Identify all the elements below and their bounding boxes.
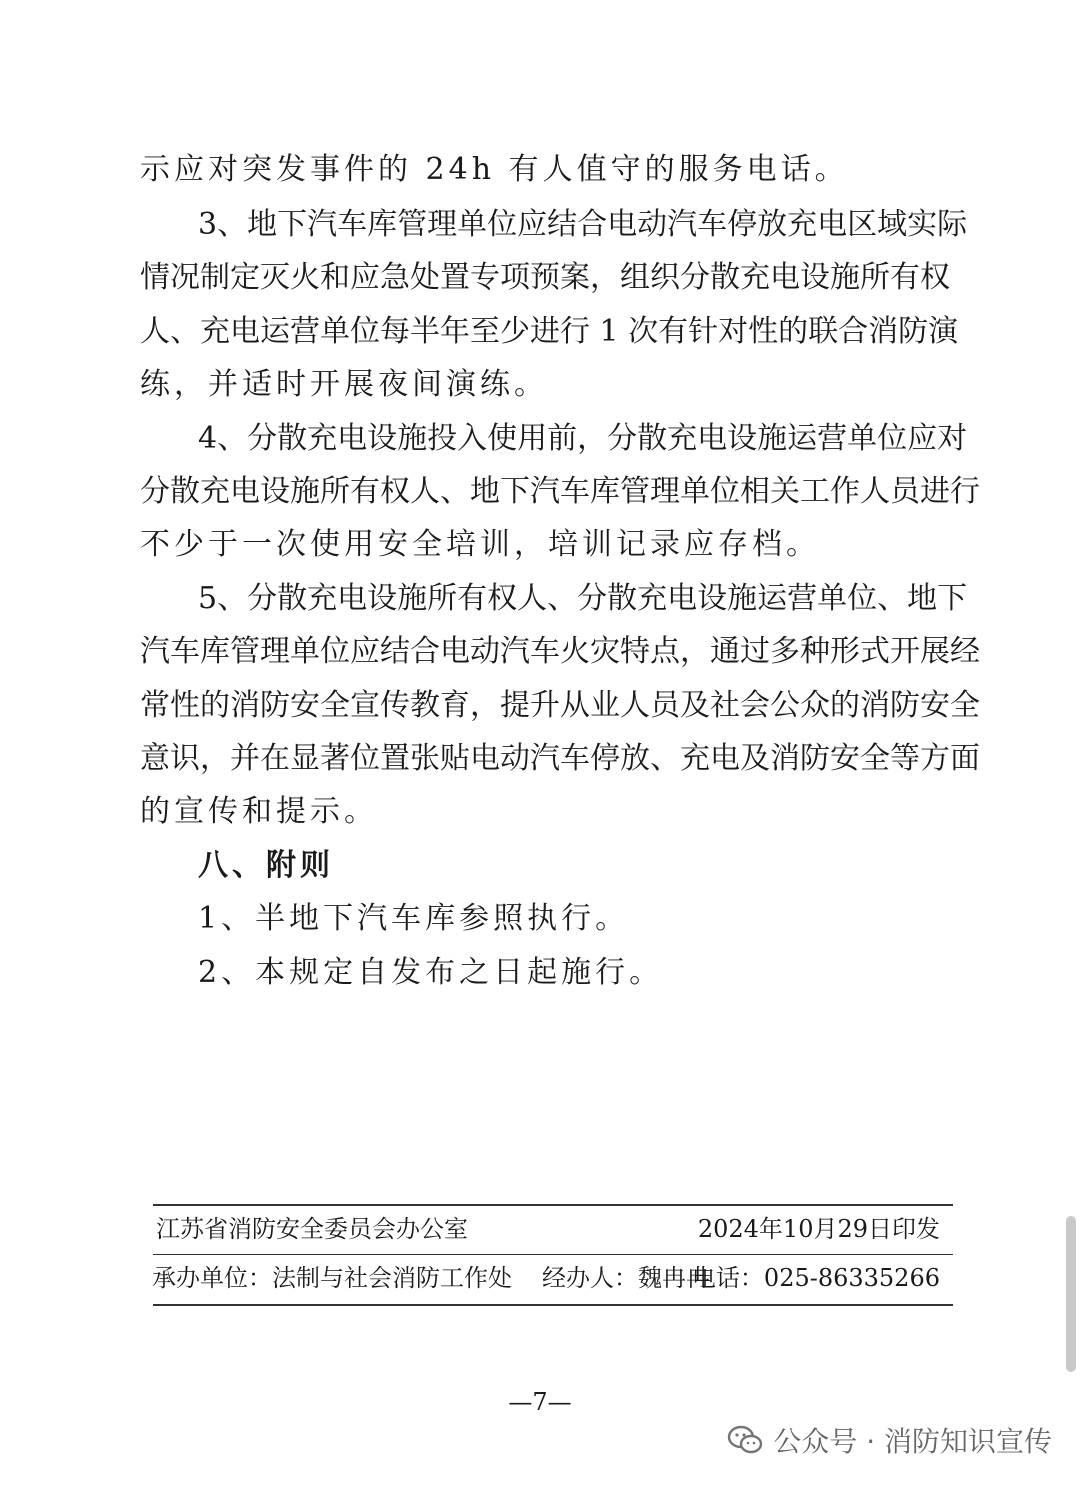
body-line-11: 常性的消防安全宣传教育，提升从业人员及社会公众的消防安全	[140, 688, 980, 723]
body-line-9: 5、分散充电设施所有权人、分散充电设施运营单位、地下	[198, 581, 968, 616]
wechat-watermark	[727, 1420, 1052, 1460]
footer-bottom-rule	[153, 1304, 953, 1306]
body-line-3: 情况制定灭火和应急处置专项预案，组织分散充电设施所有权	[140, 260, 950, 295]
body-line-10: 汽车库管理单位应结合电动汽车火灾特点，通过多种形式开展经	[140, 634, 980, 669]
section-heading: 八、附则	[198, 848, 334, 883]
scrollbar-thumb[interactable]	[1066, 1216, 1076, 1372]
body-line-6: 4、分散充电设施投入使用前，分散充电设施运营单位应对	[198, 421, 968, 456]
wechat-icon	[727, 1425, 763, 1455]
footer-department: 承办单位：法制与社会消防工作处	[152, 1264, 512, 1292]
page-number: —7—	[508, 1388, 572, 1416]
appendix-line-1: 1、半地下汽车库参照执行。	[198, 901, 630, 936]
body-line-12: 意识，并在显著位置张贴电动汽车停放、充电及消防安全等方面	[140, 741, 980, 776]
footer-phone: 电话：025-86335266	[691, 1264, 940, 1292]
appendix-line-2: 2、本规定自发布之日起施行。	[198, 955, 664, 990]
footer-handler: 经办人：魏冉冉	[542, 1264, 710, 1292]
footer-issue-date: 2024年10月29日印发	[697, 1215, 940, 1243]
body-line-7: 分散充电设施所有权人、地下汽车库管理单位相关工作人员进行	[140, 474, 980, 509]
body-line-5: 练，并适时开展夜间演练。	[140, 367, 548, 402]
watermark-text: 公众号 · 消防知识宣传	[773, 1425, 1052, 1458]
body-line-1: 示应对突发事件的 24h 有人值守的服务电话。	[140, 152, 849, 187]
body-line-4: 人、充电运营单位每半年至少进行 1 次有针对性的联合消防演	[140, 314, 959, 349]
body-line-8: 不少于一次使用安全培训，培训记录应存档。	[140, 527, 820, 562]
footer-issuer: 江苏省消防安全委员会办公室	[156, 1215, 468, 1243]
footer-top-rule	[153, 1204, 953, 1206]
footer-middle-rule	[153, 1254, 953, 1255]
body-line-2: 3、地下汽车库管理单位应结合电动汽车停放充电区域实际	[198, 207, 968, 242]
body-line-13: 的宣传和提示。	[140, 794, 378, 829]
